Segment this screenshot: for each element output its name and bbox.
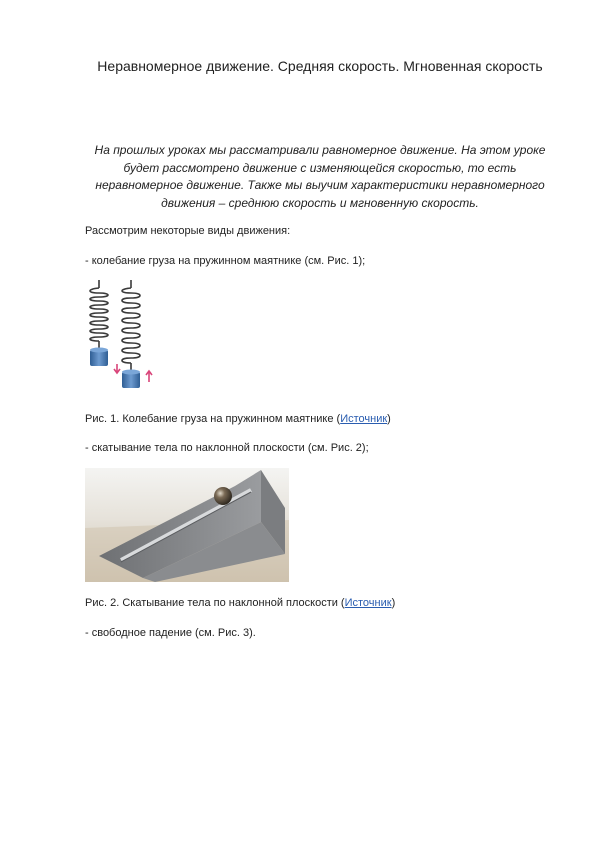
list-item-incline: - скатывание тела по наклонной плоскости (см. Рис. 2); bbox=[85, 442, 369, 454]
spring-left bbox=[90, 280, 108, 350]
figure-1-source-link[interactable]: Источник bbox=[340, 413, 388, 425]
spring-right bbox=[122, 280, 140, 372]
up-arrow-icon bbox=[146, 371, 152, 382]
down-arrow-icon bbox=[114, 364, 120, 373]
figure-1-caption: Рис. 1. Колебание груза на пружинном маятнике (Источник) bbox=[85, 413, 391, 425]
lead-text: Рассмотрим некоторые виды движения: bbox=[85, 225, 291, 237]
figure-2-source-link[interactable]: Источник bbox=[344, 597, 392, 609]
intro-paragraph: На прошлых уроках мы рассматривали равномерное движение. На этом уроке будет рассмотрено движение с изменяющейся скоростью, то есть неравномерное движение. Также мы выучим характеристики неравномерного движения – среднюю скорость и мгновенную скорость. bbox=[94, 143, 546, 210]
ball bbox=[214, 487, 232, 505]
spring-pendulum-illustration bbox=[85, 280, 165, 398]
page-title: Неравномерное движение. Средняя скорость. Мгновенная скорость bbox=[97, 58, 543, 74]
inclined-plane-ball-photo bbox=[85, 468, 289, 582]
figure-2-caption: Рис. 2. Скатывание тела по наклонной плоскости (Источник) bbox=[85, 597, 396, 609]
list-item-spring: - колебание груза на пружинном маятнике (см. Рис. 1); bbox=[85, 255, 366, 267]
list-item-free-fall: - свободное падение (см. Рис. 3). bbox=[85, 627, 256, 639]
